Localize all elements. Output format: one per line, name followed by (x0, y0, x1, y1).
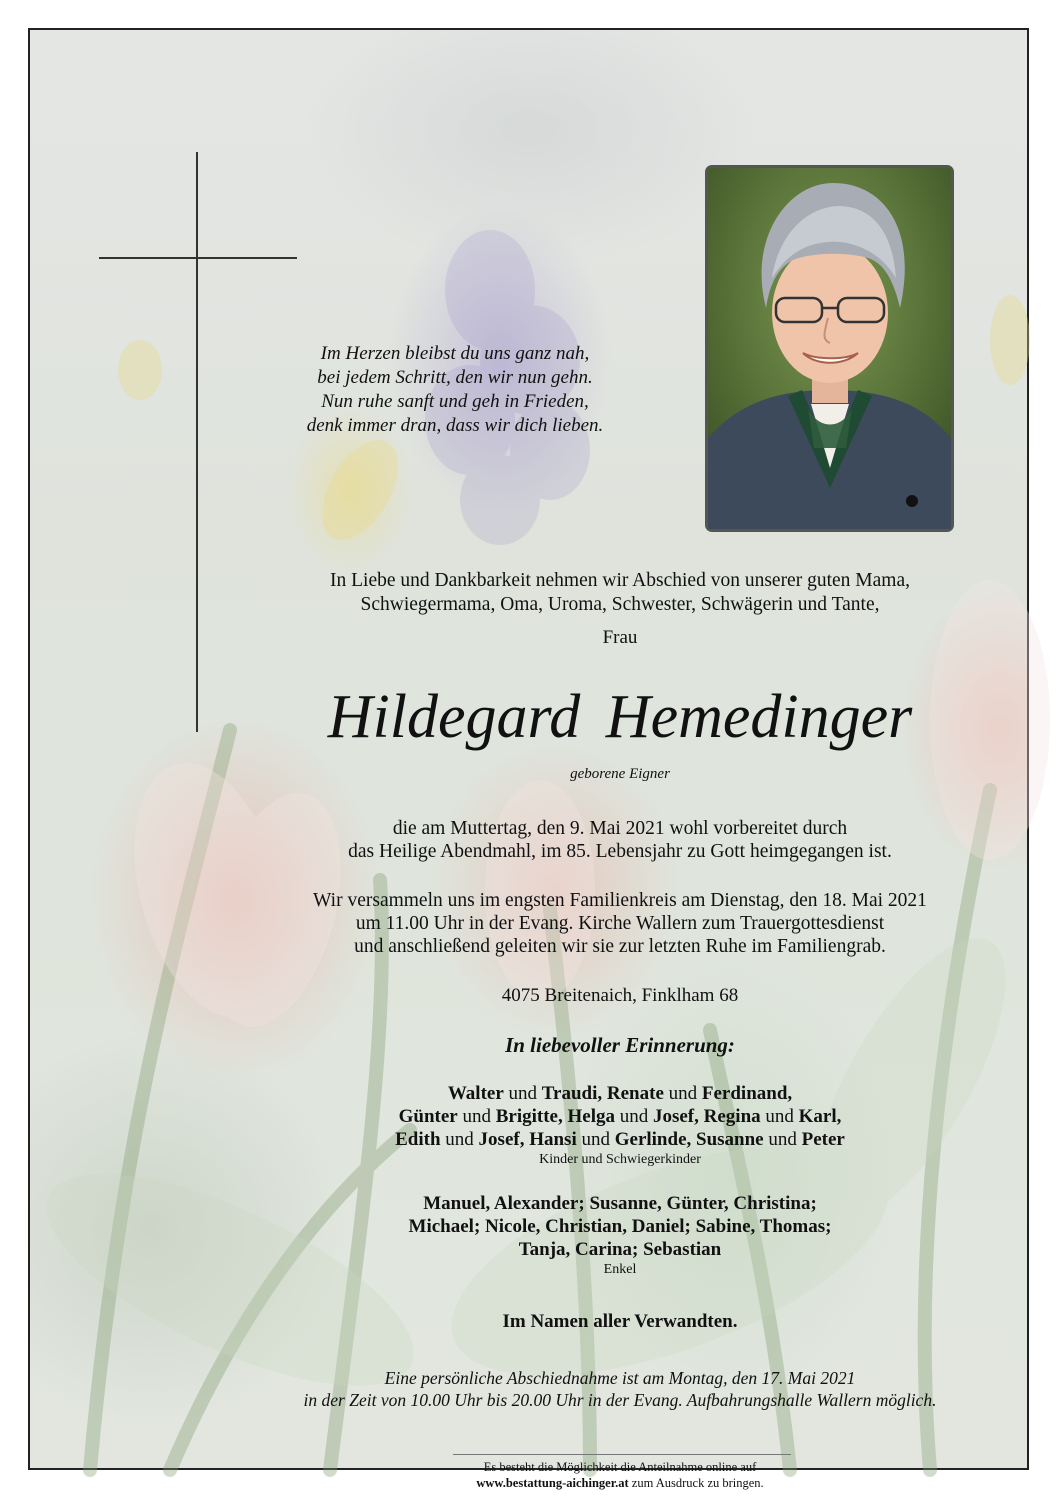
connector: und (462, 1106, 491, 1127)
name: Helga (567, 1106, 615, 1127)
intro-text (240, 569, 1000, 617)
name: Renate (606, 1083, 664, 1104)
grandchildren-line: Tanja, Carina; Sebastian (518, 1239, 722, 1260)
connector: und (619, 1106, 649, 1127)
name: Ferdinand, (701, 1083, 793, 1104)
salutation: Frau (602, 627, 638, 648)
grandchildren-line: Michael; Nicole, Christian, Daniel; Sabine, Thomas; (408, 1216, 832, 1237)
name: Susanne (696, 1129, 764, 1150)
name: Edith (395, 1129, 441, 1150)
connector: und (581, 1129, 610, 1150)
poem-line: denk immer dran, dass wir dich lieben. (306, 415, 604, 436)
death-line: die am Muttertag, den 9. Mai 2021 wohl vorbereitet durch (392, 818, 848, 839)
gathering-line: um 11.00 Uhr in der Evang. Kirche Wallern zum Trauergottesdienst (355, 913, 885, 934)
name: Günter (398, 1106, 458, 1127)
children-line (240, 1105, 1000, 1128)
name: Hansi (529, 1129, 577, 1150)
visitation-text (240, 1367, 1000, 1411)
poem-line: bei jedem Schritt, den wir nun gehn. (317, 367, 593, 388)
name: Traudi, (541, 1083, 603, 1104)
closing-line: Im Namen aller Verwandten. (502, 1311, 738, 1332)
memory-heading: In liebevoller Erinnerung: (505, 1033, 735, 1057)
intro-line: In Liebe und Dankbarkeit nehmen wir Abschied von unserer guten Mama, (330, 570, 910, 591)
connector: und (768, 1129, 797, 1150)
name: Karl, (798, 1106, 842, 1127)
gathering-text (240, 889, 1000, 958)
cross-horizontal-bar (99, 257, 297, 259)
deceased-name: Hildegard Hemedinger (327, 683, 913, 751)
footer-url[interactable]: www.bestattung-aichinger.at (476, 1476, 629, 1490)
name: Brigitte, (495, 1106, 563, 1127)
footer-note (240, 1459, 1000, 1491)
footer-line: Es besteht die Möglichkeit die Anteilnahme online auf (483, 1460, 757, 1474)
portrait-illustration (708, 168, 951, 529)
name: Regina (703, 1106, 761, 1127)
death-line: das Heilige Abendmahl, im 85. Lebensjahr zu Gott heimgegangen ist. (348, 841, 892, 862)
connector: und (765, 1106, 794, 1127)
visitation-line: in der Zeit von 10.00 Uhr bis 20.00 Uhr in der Evang. Aufbahrungshalle Wallern möglich. (303, 1390, 937, 1410)
cross-vertical-bar (196, 152, 198, 732)
name: Josef, (652, 1106, 699, 1127)
visitation-line: Eine persönliche Abschiednahme ist am Montag, den 17. Mai 2021 (384, 1368, 856, 1388)
footer-divider (453, 1454, 791, 1455)
address: 4075 Breitenaich, Finklham 68 (501, 985, 739, 1006)
footer-line (240, 1475, 1000, 1491)
gathering-line: und anschließend geleiten wir sie zur letzten Ruhe im Familiengrab. (354, 936, 886, 957)
gathering-line: Wir versammeln uns im engsten Familienkreis am Dienstag, den 18. Mai 2021 (313, 890, 927, 911)
poem (230, 342, 680, 438)
connector: und (508, 1083, 538, 1104)
children-list (240, 1082, 1000, 1169)
portrait-photo (705, 165, 954, 532)
grandchildren-list (240, 1192, 1000, 1279)
name: Walter (447, 1083, 504, 1104)
connector: und (668, 1083, 698, 1104)
intro-line: Schwiegermama, Oma, Uroma, Schwester, Schwägerin und Tante, (360, 594, 880, 615)
grandchildren-role: Enkel (603, 1262, 637, 1277)
birth-name: geborene Eigner (570, 766, 670, 782)
children-line (240, 1082, 1000, 1105)
children-role: Kinder und Schwiegerkinder (539, 1152, 701, 1167)
death-text (240, 817, 1000, 863)
grandchildren-line: Manuel, Alexander; Susanne, Günter, Christina; (423, 1193, 817, 1214)
children-line (240, 1128, 1000, 1151)
name: Peter (801, 1129, 845, 1150)
footer-text: zum Ausdruck zu bringen. (628, 1476, 764, 1490)
name: Josef, (478, 1129, 525, 1150)
poem-line: Im Herzen bleibst du uns ganz nah, (320, 343, 590, 364)
connector: und (445, 1129, 474, 1150)
name: Gerlinde, (614, 1129, 692, 1150)
poem-line: Nun ruhe sanft und geh in Frieden, (321, 391, 589, 412)
obituary-frame (28, 28, 1029, 1490)
